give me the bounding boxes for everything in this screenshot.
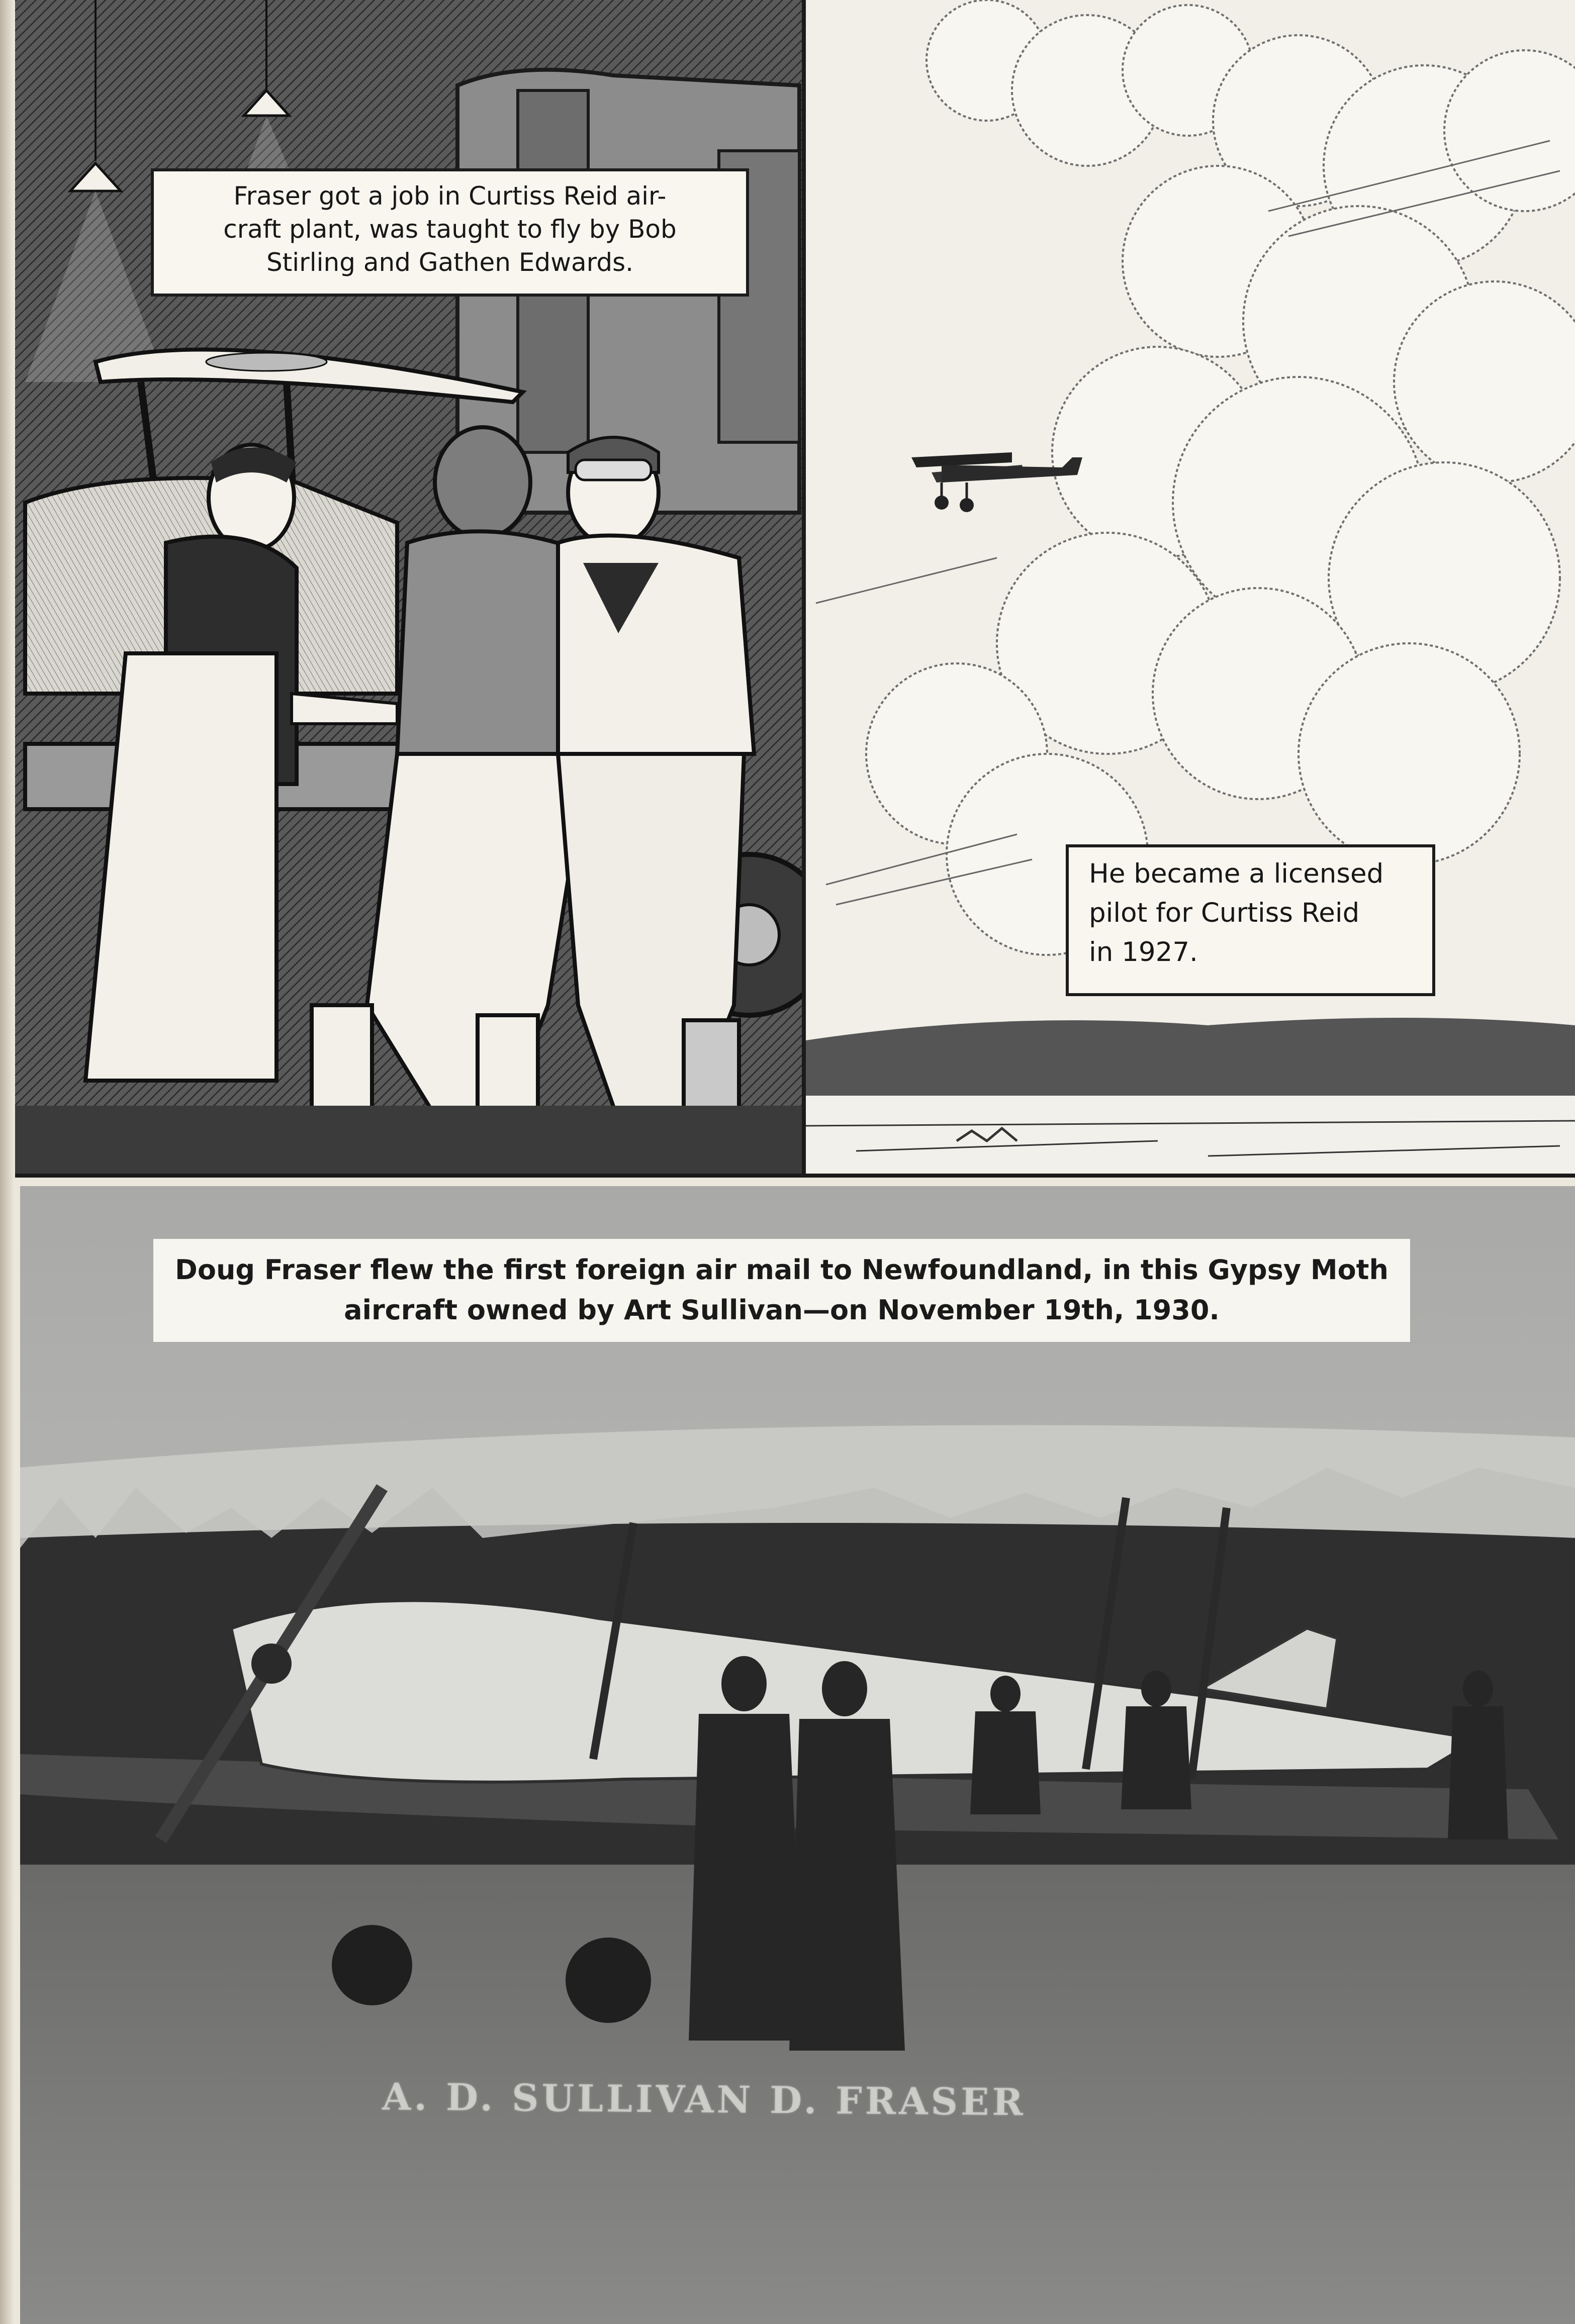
historic-photo <box>20 1186 1575 2324</box>
sky-panel <box>806 0 1575 1178</box>
sky-caption-box <box>1066 844 1435 996</box>
sky-caption-line: in 1927. <box>1089 937 1198 967</box>
hangar-caption-box <box>151 168 749 297</box>
landing-wheel-icon <box>332 1925 412 2005</box>
photo-caption-box <box>153 1239 1410 1342</box>
sky-caption-line: He became a licensed <box>1089 858 1384 889</box>
hangar-caption-line: Stirling and Gathen Edwards. <box>266 248 634 277</box>
distant-hills <box>806 1018 1575 1101</box>
sky-illustration <box>806 0 1575 1174</box>
landing-wheel-icon <box>566 1938 651 2023</box>
book-spine-shadow <box>0 0 14 2324</box>
sky-caption-line: pilot for Curtiss Reid <box>1089 898 1360 928</box>
photo-caption-line: Doug Fraser flew the first foreign air mail to Newfoundland, in this Gypsy Moth <box>175 1254 1388 1286</box>
gypsy-moth-photo <box>20 1186 1575 2324</box>
hangar-caption-line: craft plant, was taught to fly by Bob <box>223 215 677 244</box>
photo-caption-line: aircraft owned by Art Sullivan—on November 19th, 1930. <box>344 1294 1220 1326</box>
photo-inscription: A. D. SULLIVAN D. FRASER <box>382 2075 1027 2124</box>
hangar-caption-line: Fraser got a job in Curtiss Reid air- <box>233 181 667 211</box>
